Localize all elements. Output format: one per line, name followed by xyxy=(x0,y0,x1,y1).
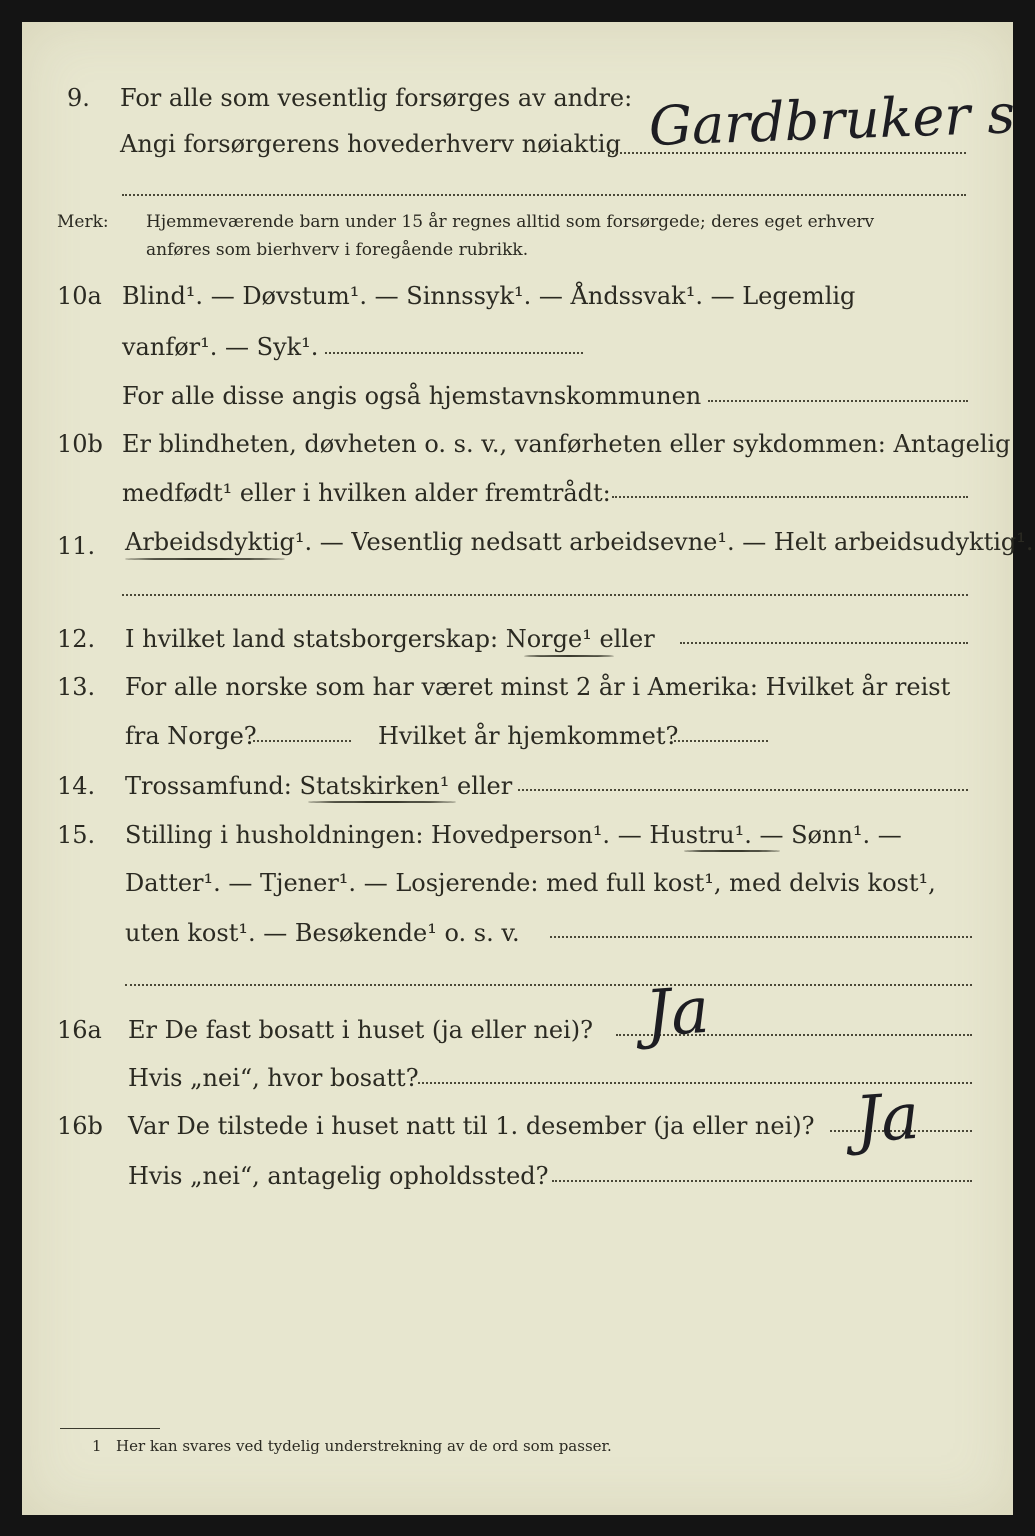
note-line-1: Hjemmeværende barn under 15 år regnes alltid som forsørgede; deres eget erhverv xyxy=(146,212,875,232)
q16b-line-2: Hvis „nei“, antagelig opholdssted? xyxy=(128,1162,549,1190)
q10a-line-1: Blind¹. — Døvstum¹. — Sinnssyk¹. — Åndssvak¹. — Legemlig xyxy=(122,282,856,310)
q9-line-2: Angi forsørgerens hovederhverv nøiaktig xyxy=(120,130,621,158)
q16b-number: 16b xyxy=(57,1112,103,1140)
q15-underline-mark xyxy=(684,850,780,852)
q13-return-line xyxy=(674,740,768,742)
q13-departure-line xyxy=(253,740,351,742)
q10b-line-1: Er blindheten, døvheten o. s. v., vanførheten eller sykdommen: Antagelig xyxy=(122,430,1011,458)
q11-underline-mark xyxy=(125,558,285,560)
q12-number: 12. xyxy=(57,625,96,653)
q13-line-2a: fra Norge? xyxy=(125,722,257,750)
q16b-whereabouts-line xyxy=(552,1180,972,1182)
footnote-rule xyxy=(60,1428,160,1429)
footnote-text: Her kan svares ved tydelig understrekning av de ord som passer. xyxy=(116,1437,612,1455)
note-line-2: anføres som bierhverv i foregående rubrikk. xyxy=(146,240,529,260)
q13-number: 13. xyxy=(57,673,96,701)
q16b-handwritten-answer: Ja xyxy=(852,1079,922,1158)
q12-line-1: I hvilket land statsborgerskap: Norge¹ eller xyxy=(125,625,655,653)
q10b-number: 10b xyxy=(57,430,103,458)
q15-extra-line xyxy=(125,984,972,986)
q10a-line-3: For alle disse angis også hjemstavnskommunen xyxy=(122,382,702,410)
q10b-line-2: medfødt¹ eller i hvilken alder fremtrådt: xyxy=(122,479,611,507)
q16a-line-2: Hvis „nei“, hvor bosatt? xyxy=(128,1064,419,1092)
q11-extra-line xyxy=(122,594,968,596)
q9-line-1: For alle som vesentlig forsørges av andre: xyxy=(120,84,633,112)
q12-answer-line xyxy=(680,642,968,644)
q15-answer-line xyxy=(550,936,972,938)
q16a-line-1: Er De fast bosatt i huset (ja eller nei)? xyxy=(128,1016,594,1044)
q16a-number: 16a xyxy=(57,1016,102,1044)
q14-underline-mark xyxy=(308,801,456,803)
q16b-line-1: Var De tilstede i huset natt til 1. desember (ja eller nei)? xyxy=(128,1112,815,1140)
q10a-answer-line xyxy=(325,352,583,354)
q14-answer-line xyxy=(518,789,968,791)
note-label: Merk: xyxy=(57,212,109,232)
q10a-number: 10a xyxy=(57,282,102,310)
q15-line-2: Datter¹. — Tjener¹. — Losjerende: med full kost¹, med delvis kost¹, xyxy=(125,869,936,897)
q9-extra-line xyxy=(122,194,966,196)
q15-number: 15. xyxy=(57,821,96,849)
q16a-handwritten-answer: Ja xyxy=(642,973,712,1052)
q11-number: 11. xyxy=(57,532,96,560)
q9-number: 9. xyxy=(67,84,90,112)
q10a-line-2: vanfør¹. — Syk¹. xyxy=(122,333,319,361)
q15-line-1: Stilling i husholdningen: Hovedperson¹. — Hustru¹. — Sønn¹. — xyxy=(125,821,902,849)
q13-line-1: For alle norske som har været minst 2 år i Amerika: Hvilket år reist xyxy=(125,673,951,701)
q12-underline-mark xyxy=(524,655,614,657)
q10b-answer-line xyxy=(612,496,968,498)
q9-handwritten-answer: Gardbruker s xyxy=(647,82,1017,158)
q15-line-3: uten kost¹. — Besøkende¹ o. s. v. xyxy=(125,919,520,947)
q11-line-1: Arbeidsdyktig¹. — Vesentlig nedsatt arbeidsevne¹. — Helt arbeidsudyktig¹. xyxy=(125,528,1034,556)
q13-line-2b: Hvilket år hjemkommet? xyxy=(378,722,679,750)
q14-number: 14. xyxy=(57,772,96,800)
q10a-hometown-line xyxy=(708,400,968,402)
footnote-mark: 1 xyxy=(92,1437,102,1455)
q14-line-1: Trossamfund: Statskirken¹ eller xyxy=(125,772,513,800)
